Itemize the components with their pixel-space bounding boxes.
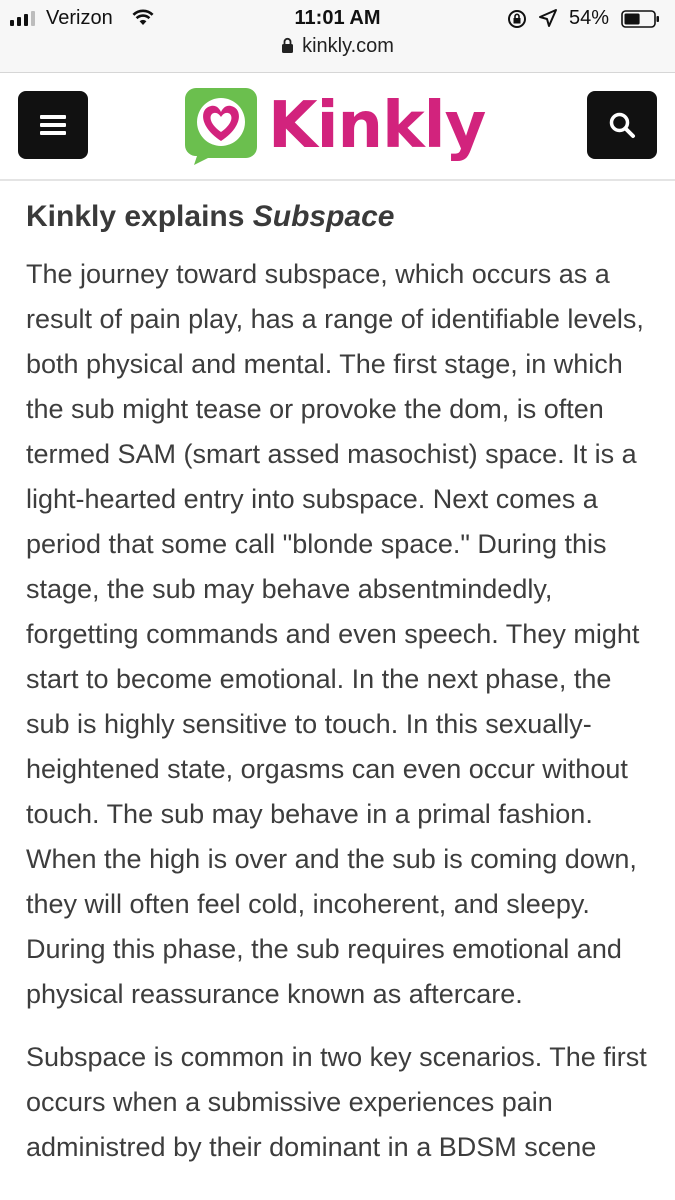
browser-status-bar: [0, 0, 675, 73]
heading-prefix: Kinkly explains: [26, 200, 253, 233]
site-logo[interactable]: [184, 81, 485, 171]
battery-percent: 54%: [569, 7, 610, 29]
clock: 11:01 AM: [294, 7, 381, 29]
site-header: [0, 73, 675, 181]
article-content: [26, 180, 656, 1170]
menu-button[interactable]: [18, 91, 88, 159]
section-heading: [26, 200, 656, 234]
hamburger-menu-icon: [39, 113, 67, 137]
carrier-name: Verizon: [46, 7, 113, 29]
address-bar[interactable]: [0, 35, 675, 60]
battery-icon: [621, 10, 659, 28]
heading-term: Subspace: [252, 200, 395, 233]
logo-wordmark: Kinkly: [268, 89, 486, 163]
status-row: [0, 6, 675, 32]
location-arrow-icon: [538, 8, 558, 34]
page-url: kinkly.com: [302, 35, 394, 57]
logo-heart-badge-icon: [184, 87, 258, 165]
article-paragraph: The journey toward subspace, which occurs as a result of pain play, has a range of identifiable levels, both physical and mental. The first stage, in which the sub might tease or provoke the dom, is often termed SAM (smart assed masochist) space. It is a light-hearted entry into subspace. Next comes a period that some call "blonde space." During this stage, the sub may behave absentmindedly, forgetting commands and even speech. They might start to become emotional. In the next phase, the sub is highly sensitive to touch. In this sexually-heightened state, orgasms can even occur without touch. The sub may behave in a primal fashion. When the high is over and the sub is coming down, they will often feel cold, incoherent, and sleepy. During this phase, the sub requires emotional and physical reassurance known as aftercare.: [26, 259, 644, 1009]
article-paragraph: Subspace is common in two key scenarios. The first occurs when a submissive experiences pain administred by their dominant in a BDSM scene: [26, 1042, 647, 1162]
padlock-icon: [281, 37, 294, 60]
search-button[interactable]: [587, 91, 657, 159]
rotation-lock-icon: [506, 8, 528, 36]
search-icon: [608, 111, 636, 139]
